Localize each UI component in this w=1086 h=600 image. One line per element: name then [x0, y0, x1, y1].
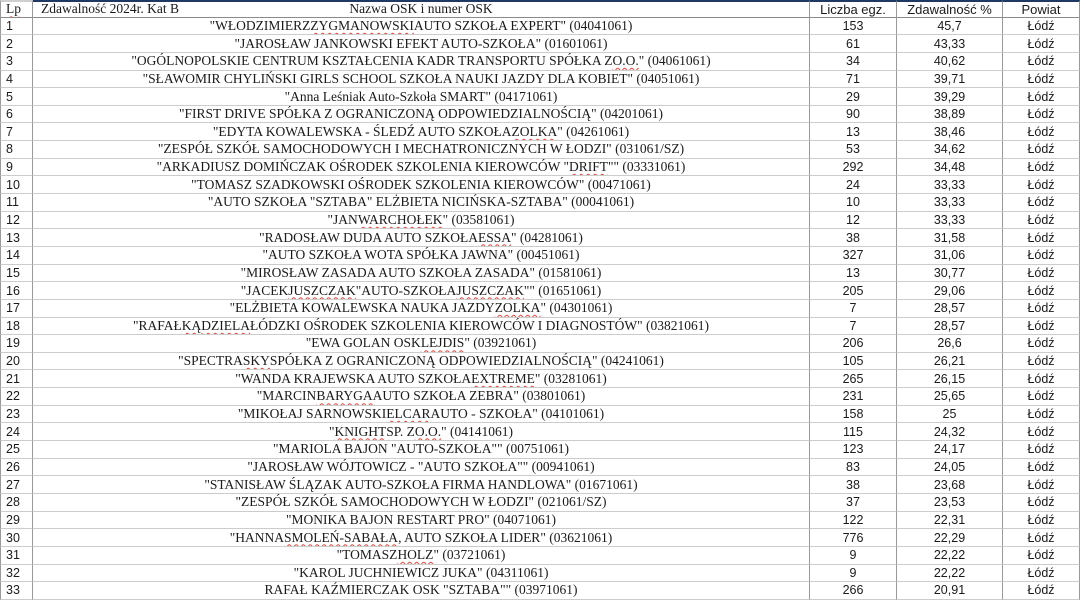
row-number-cell[interactable]: 27	[0, 476, 33, 494]
pass-rate-cell[interactable]: 43,33	[897, 35, 1003, 53]
county-cell[interactable]: Łódź	[1003, 18, 1080, 36]
exam-count-cell[interactable]: 29	[810, 88, 897, 106]
school-name-cell[interactable]: "MARIOLA BAJON "AUTO-SZKOŁA"" (00751061)	[33, 441, 810, 459]
pass-rate-cell[interactable]: 26,15	[897, 370, 1003, 388]
header-name-label: Nazwa OSK i numer OSK	[349, 1, 493, 17]
table-row	[0, 388, 1086, 406]
county-cell[interactable]: Łódź	[1003, 247, 1080, 265]
county-cell[interactable]: Łódź	[1003, 194, 1080, 212]
county-cell[interactable]: Łódź	[1003, 212, 1080, 230]
school-name-cell[interactable]: "OGÓLNOPOLSKIE CENTRUM KSZTAŁCENIA KADR TRANSPORTU SPÓŁKA Z O.O. " (04061061)	[33, 53, 810, 71]
school-name-cell[interactable]: "STANISŁAW ŚLĄZAK AUTO-SZKOŁA FIRMA HANDLOWA" (01671061)	[33, 476, 810, 494]
table-row	[0, 441, 1086, 459]
row-number-cell[interactable]: 1	[0, 18, 33, 36]
pass-rate-cell[interactable]: 38,89	[897, 106, 1003, 124]
table-row	[0, 106, 1086, 124]
row-number-cell[interactable]: 8	[0, 141, 33, 159]
table-row	[0, 335, 1086, 353]
table-body	[0, 18, 1086, 600]
county-cell[interactable]: Łódź	[1003, 335, 1080, 353]
row-number-cell[interactable]: 9	[0, 159, 33, 177]
row-number-cell[interactable]: 22	[0, 388, 33, 406]
pass-rate-cell[interactable]: 40,62	[897, 53, 1003, 71]
header-subtitle: Zdawalność 2024r. Kat B	[41, 1, 179, 17]
school-name-cell[interactable]: "RAFAŁ KĄDZIELA ŁÓDZKI OŚRODEK SZKOLENIA KIEROWCÓW I DIAGNOSTÓW" (03821061)	[33, 318, 810, 336]
pass-rate-cell[interactable]: 29,06	[897, 282, 1003, 300]
school-name-cell[interactable]: "KAROL JUCHNIEWICZ JUKA" (04311061)	[33, 565, 810, 583]
table-row	[0, 300, 1086, 318]
county-cell[interactable]: Łódź	[1003, 582, 1080, 600]
pass-rate-cell[interactable]: 23,53	[897, 494, 1003, 512]
county-cell[interactable]: Łódź	[1003, 370, 1080, 388]
school-name-cell[interactable]: "JAROSŁAW WÓJTOWICZ - "AUTO SZKOŁA"" (00941061)	[33, 459, 810, 477]
exam-count-cell[interactable]: 158	[810, 406, 897, 424]
county-cell[interactable]: Łódź	[1003, 423, 1080, 441]
exam-count-cell[interactable]: 292	[810, 159, 897, 177]
row-number-cell[interactable]: 26	[0, 459, 33, 477]
row-number-cell[interactable]: 17	[0, 300, 33, 318]
row-number-cell[interactable]: 24	[0, 423, 33, 441]
table-row	[0, 141, 1086, 159]
header-cell-exam-count[interactable]: Liczba egz.	[810, 0, 897, 18]
pass-rate-cell[interactable]: 25,65	[897, 388, 1003, 406]
exam-count-cell[interactable]: 205	[810, 282, 897, 300]
row-number-cell[interactable]: 12	[0, 212, 33, 230]
row-number-cell[interactable]: 30	[0, 529, 33, 547]
exam-count-cell[interactable]: 38	[810, 229, 897, 247]
exam-count-cell[interactable]: 10	[810, 194, 897, 212]
pass-rate-cell[interactable]: 22,29	[897, 529, 1003, 547]
exam-count-cell[interactable]: 7	[810, 300, 897, 318]
county-cell[interactable]: Łódź	[1003, 123, 1080, 141]
county-cell[interactable]: Łódź	[1003, 141, 1080, 159]
school-name-cell[interactable]: "RADOSŁAW DUDA AUTO SZKOŁA ESSA " (04281061)	[33, 229, 810, 247]
exam-count-cell[interactable]: 105	[810, 353, 897, 371]
pass-rate-cell[interactable]: 31,06	[897, 247, 1003, 265]
county-cell[interactable]: Łódź	[1003, 406, 1080, 424]
header-cell-pass-rate[interactable]: Zdawalność %	[897, 0, 1003, 18]
pass-rate-cell[interactable]: 20,91	[897, 582, 1003, 600]
row-number-cell[interactable]: 31	[0, 547, 33, 565]
exam-count-cell[interactable]: 53	[810, 141, 897, 159]
table-row	[0, 159, 1086, 177]
county-cell[interactable]: Łódź	[1003, 476, 1080, 494]
county-cell[interactable]: Łódź	[1003, 229, 1080, 247]
school-name-cell[interactable]: "ARKADIUSZ DOMIŃCZAK OŚRODEK SZKOLENIA KIEROWCÓW " DRIFT "" (03331061)	[33, 159, 810, 177]
pass-rate-cell[interactable]: 24,17	[897, 441, 1003, 459]
county-cell[interactable]: Łódź	[1003, 318, 1080, 336]
table-row	[0, 529, 1086, 547]
table-row	[0, 123, 1086, 141]
school-name-cell[interactable]: "WANDA KRAJEWSKA AUTO SZKOŁA EXTREME " (03281061)	[33, 370, 810, 388]
pass-rate-cell[interactable]: 34,48	[897, 159, 1003, 177]
table-row	[0, 247, 1086, 265]
table-row	[0, 71, 1086, 89]
row-number-cell[interactable]: 3	[0, 53, 33, 71]
school-name-cell[interactable]: "JAROSŁAW JANKOWSKI EFEKT AUTO-SZKOŁA" (01601061)	[33, 35, 810, 53]
county-cell[interactable]: Łódź	[1003, 529, 1080, 547]
row-number-cell[interactable]: 7	[0, 123, 33, 141]
school-name-cell[interactable]: "TOMASZ SZADKOWSKI OŚRODEK SZKOLENIA KIEROWCÓW" (00471061)	[33, 176, 810, 194]
school-name-cell[interactable]: "WŁODZIMIERZ ZYGMANOWSKI AUTO SZKOŁA EXPERT" (04041061)	[33, 18, 810, 36]
exam-count-cell[interactable]: 265	[810, 370, 897, 388]
county-cell[interactable]: Łódź	[1003, 159, 1080, 177]
school-name-cell[interactable]: "EDYTA KOWALEWSKA - ŚLEDŹ AUTO SZKOŁA ZOLKA " (04261061)	[33, 123, 810, 141]
exam-count-cell[interactable]: 776	[810, 529, 897, 547]
exam-count-cell[interactable]: 123	[810, 441, 897, 459]
school-name-cell[interactable]: "ZESPÓŁ SZKÓŁ SAMOCHODOWYCH I MECHATRONICZNYCH W ŁODZI" (031061/SZ)	[33, 141, 810, 159]
header-cell-name[interactable]	[33, 0, 810, 18]
row-number-cell[interactable]: 32	[0, 565, 33, 583]
exam-count-cell[interactable]: 71	[810, 71, 897, 89]
table-row	[0, 265, 1086, 283]
row-number-cell[interactable]: 16	[0, 282, 33, 300]
table-row	[0, 459, 1086, 477]
school-name-cell[interactable]: "Anna Leśniak Auto-Szkoła SMART" (04171061)	[33, 88, 810, 106]
row-number-cell[interactable]: 18	[0, 318, 33, 336]
county-cell[interactable]: Łódź	[1003, 494, 1080, 512]
exam-count-cell[interactable]: 327	[810, 247, 897, 265]
row-number-cell[interactable]: 15	[0, 265, 33, 283]
table-row	[0, 88, 1086, 106]
table-row	[0, 18, 1086, 36]
row-number-cell[interactable]: 10	[0, 176, 33, 194]
table-row	[0, 582, 1086, 600]
table-row	[0, 194, 1086, 212]
exam-count-cell[interactable]: 115	[810, 423, 897, 441]
table-row	[0, 494, 1086, 512]
pass-rate-cell[interactable]: 31,58	[897, 229, 1003, 247]
exam-count-cell[interactable]: 83	[810, 459, 897, 477]
county-cell[interactable]: Łódź	[1003, 35, 1080, 53]
pass-rate-cell[interactable]: 38,46	[897, 123, 1003, 141]
table-row	[0, 35, 1086, 53]
county-cell[interactable]: Łódź	[1003, 388, 1080, 406]
school-name-cell[interactable]: "FIRST DRIVE SPÓŁKA Z OGRANICZONĄ ODPOWIEDZIALNOŚCIĄ" (04201061)	[33, 106, 810, 124]
exam-count-cell[interactable]: 9	[810, 547, 897, 565]
row-number-cell[interactable]: 11	[0, 194, 33, 212]
school-name-cell[interactable]: "AUTO SZKOŁA "SZTABA" ELŻBIETA NICIŃSKA-SZTABA" (00041061)	[33, 194, 810, 212]
exam-count-cell[interactable]: 61	[810, 35, 897, 53]
pass-rate-cell[interactable]: 26,21	[897, 353, 1003, 371]
row-number-cell[interactable]: 29	[0, 512, 33, 530]
row-number-cell[interactable]: 33	[0, 582, 33, 600]
school-name-cell[interactable]: "JAN WARCHOŁEK " (03581061)	[33, 212, 810, 230]
table-row	[0, 282, 1086, 300]
county-cell[interactable]: Łódź	[1003, 53, 1080, 71]
school-name-cell[interactable]: "TOMASZ HOLZ " (03721061)	[33, 547, 810, 565]
table-row	[0, 370, 1086, 388]
pass-rate-cell[interactable]: 25	[897, 406, 1003, 424]
school-name-cell[interactable]: "MONIKA BAJON RESTART PRO" (04071061)	[33, 512, 810, 530]
county-cell[interactable]: Łódź	[1003, 88, 1080, 106]
county-cell[interactable]: Łódź	[1003, 300, 1080, 318]
pass-rate-cell[interactable]: 23,68	[897, 476, 1003, 494]
school-name-cell[interactable]: "JACEK JUSZCZAK "AUTO-SZKOŁA JUSZCZAK "" (01651061)	[33, 282, 810, 300]
pass-rate-cell[interactable]: 33,33	[897, 176, 1003, 194]
exam-count-cell[interactable]: 266	[810, 582, 897, 600]
pass-rate-cell[interactable]: 22,31	[897, 512, 1003, 530]
table-row	[0, 512, 1086, 530]
row-number-cell[interactable]: 14	[0, 247, 33, 265]
county-cell[interactable]: Łódź	[1003, 282, 1080, 300]
row-number-cell[interactable]: 25	[0, 441, 33, 459]
row-number-cell[interactable]: 5	[0, 88, 33, 106]
county-cell[interactable]: Łódź	[1003, 441, 1080, 459]
pass-rate-cell[interactable]: 34,62	[897, 141, 1003, 159]
exam-count-cell[interactable]: 34	[810, 53, 897, 71]
county-cell[interactable]: Łódź	[1003, 353, 1080, 371]
pass-rate-cell[interactable]: 33,33	[897, 194, 1003, 212]
row-number-cell[interactable]: 21	[0, 370, 33, 388]
county-cell[interactable]: Łódź	[1003, 565, 1080, 583]
row-number-cell[interactable]: 2	[0, 35, 33, 53]
row-number-cell[interactable]: 19	[0, 335, 33, 353]
row-number-cell[interactable]: 28	[0, 494, 33, 512]
county-cell[interactable]: Łódź	[1003, 459, 1080, 477]
table-row	[0, 229, 1086, 247]
school-name-cell[interactable]: "EWA GOLAN OSK LEJDIS " (03921061)	[33, 335, 810, 353]
pass-rate-cell[interactable]: 45,7	[897, 18, 1003, 36]
school-name-cell[interactable]: "HANNA SMOLEŃ-SABAŁA , AUTO SZKOŁA LIDER" (03621061)	[33, 529, 810, 547]
table-row	[0, 547, 1086, 565]
school-name-cell[interactable]: "ZESPÓŁ SZKÓŁ SAMOCHODOWYCH W ŁODZI" (021061/SZ)	[33, 494, 810, 512]
row-number-cell[interactable]: 20	[0, 353, 33, 371]
school-name-cell[interactable]: " KNIGHT SP. Z O.O. " (04141061)	[33, 423, 810, 441]
table-row	[0, 212, 1086, 230]
exam-count-cell[interactable]: 231	[810, 388, 897, 406]
pass-rate-cell[interactable]: 24,32	[897, 423, 1003, 441]
table-row	[0, 406, 1086, 424]
table-row	[0, 476, 1086, 494]
row-number-cell[interactable]: 6	[0, 106, 33, 124]
table-row	[0, 318, 1086, 336]
exam-count-cell[interactable]: 38	[810, 476, 897, 494]
school-name-cell[interactable]: "MIKOŁAJ SARNOWSKI ELCAR AUTO - SZKOŁA" (04101061)	[33, 406, 810, 424]
row-number-cell[interactable]: 13	[0, 229, 33, 247]
pass-rate-cell[interactable]: 33,33	[897, 212, 1003, 230]
exam-count-cell[interactable]: 12	[810, 212, 897, 230]
school-name-cell[interactable]: "AUTO SZKOŁA WOTA SPÓŁKA JAWNA" (00451061)	[33, 247, 810, 265]
pass-rate-cell[interactable]: 22,22	[897, 547, 1003, 565]
exam-count-cell[interactable]: 206	[810, 335, 897, 353]
exam-count-cell[interactable]: 122	[810, 512, 897, 530]
table-row	[0, 53, 1086, 71]
table-row	[0, 565, 1086, 583]
county-cell[interactable]: Łódź	[1003, 106, 1080, 124]
pass-rate-cell[interactable]: 28,57	[897, 300, 1003, 318]
exam-count-cell[interactable]: 153	[810, 18, 897, 36]
pass-rate-cell[interactable]: 22,22	[897, 565, 1003, 583]
exam-count-cell[interactable]: 9	[810, 565, 897, 583]
county-cell[interactable]: Łódź	[1003, 512, 1080, 530]
row-number-cell[interactable]: 4	[0, 71, 33, 89]
exam-count-cell[interactable]: 13	[810, 265, 897, 283]
exam-count-cell[interactable]: 90	[810, 106, 897, 124]
school-name-cell[interactable]: "SPECTRA SKY SPÓŁKA Z OGRANICZONĄ ODPOWIEDZIALNOŚCIĄ" (04241061)	[33, 353, 810, 371]
header-cell-lp[interactable]: Lp	[0, 0, 33, 18]
header-row	[0, 0, 1086, 18]
exam-count-cell[interactable]: 7	[810, 318, 897, 336]
county-cell[interactable]: Łódź	[1003, 547, 1080, 565]
table-row	[0, 176, 1086, 194]
exam-count-cell[interactable]: 24	[810, 176, 897, 194]
pass-rate-cell[interactable]: 24,05	[897, 459, 1003, 477]
school-name-cell[interactable]: "ELŻBIETA KOWALEWSKA NAUKA JAZDY ZOLKA " (04301061)	[33, 300, 810, 318]
pass-rate-cell[interactable]: 26,6	[897, 335, 1003, 353]
pass-rate-cell[interactable]: 39,71	[897, 71, 1003, 89]
pass-rate-cell[interactable]: 28,57	[897, 318, 1003, 336]
table-row	[0, 353, 1086, 371]
pass-rate-cell[interactable]: 39,29	[897, 88, 1003, 106]
school-name-cell[interactable]: "MIROSŁAW ZASADA AUTO SZKOŁA ZASADA" (01581061)	[33, 265, 810, 283]
exam-count-cell[interactable]: 13	[810, 123, 897, 141]
exam-count-cell[interactable]: 37	[810, 494, 897, 512]
county-cell[interactable]: Łódź	[1003, 176, 1080, 194]
school-name-cell[interactable]: RAFAŁ KAŹMIERCZAK OSK "SZTABA"" (03971061)	[33, 582, 810, 600]
pass-rate-cell[interactable]: 30,77	[897, 265, 1003, 283]
county-cell[interactable]: Łódź	[1003, 265, 1080, 283]
county-cell[interactable]: Łódź	[1003, 71, 1080, 89]
row-number-cell[interactable]: 23	[0, 406, 33, 424]
school-name-cell[interactable]: "MARCIN BARYGA AUTO SZKOŁA ZEBRA" (03801061)	[33, 388, 810, 406]
header-cell-county[interactable]: Powiat	[1003, 0, 1080, 18]
table-row	[0, 423, 1086, 441]
school-name-cell[interactable]: "SŁAWOMIR CHYLIŃSKI GIRLS SCHOOL SZKOŁA NAUKI JAZDY DLA KOBIET" (04051061)	[33, 71, 810, 89]
